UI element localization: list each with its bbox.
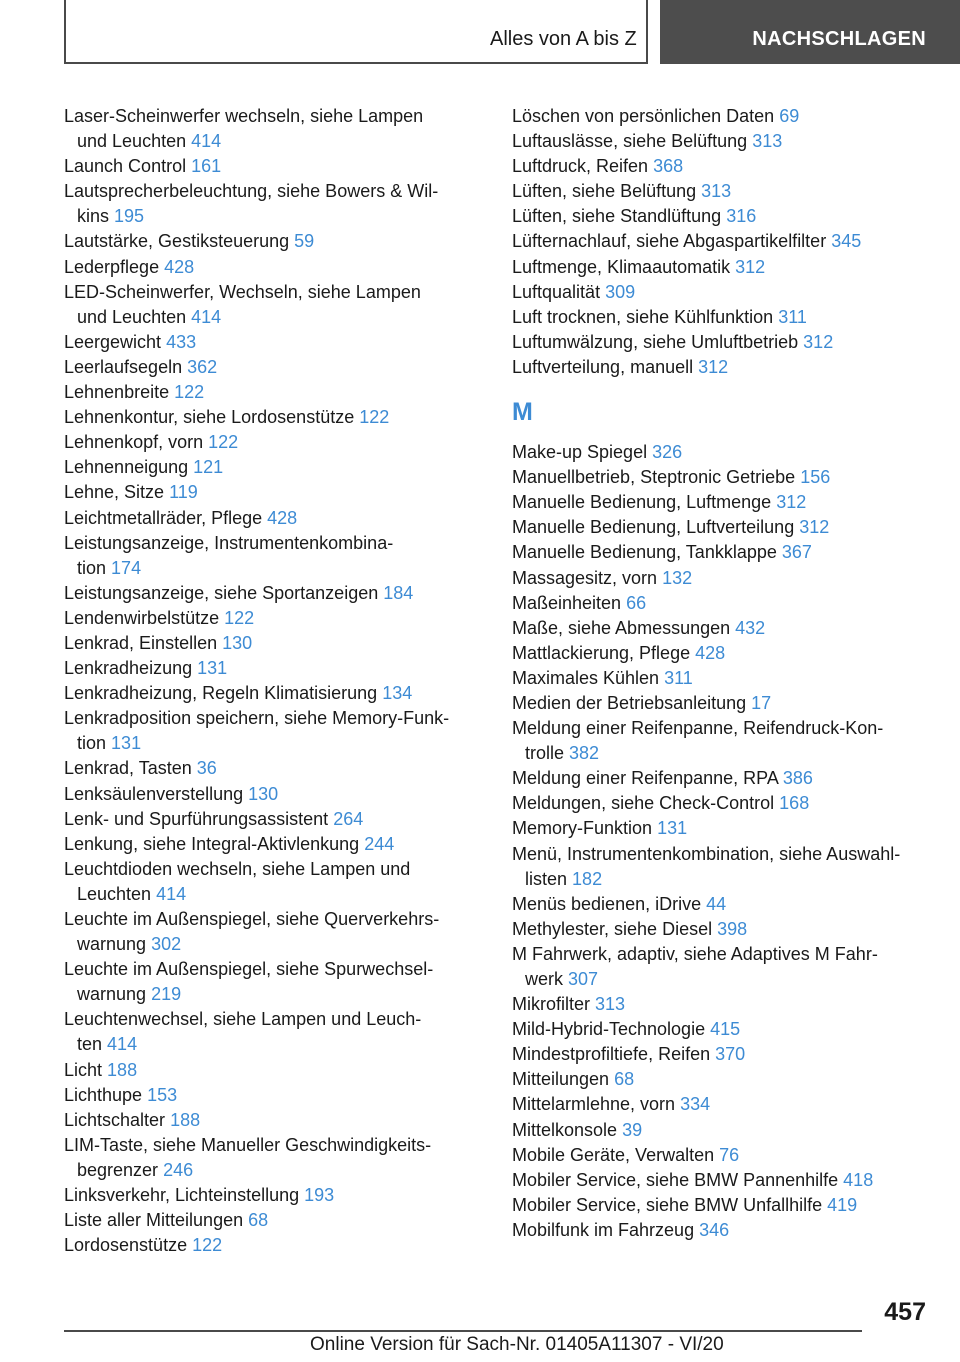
index-entry — [512, 766, 932, 791]
index-entry-term: Luftmenge, Klimaautomatik — [512, 256, 731, 277]
index-entry — [64, 756, 484, 781]
index-entry — [512, 330, 932, 355]
page-reference-link[interactable]: 346 — [699, 1219, 730, 1240]
index-entry-term: Luft trocknen, siehe Kühlfunktion — [512, 306, 774, 327]
index-entry — [64, 229, 484, 254]
index-entry — [64, 857, 484, 907]
page-reference-link[interactable]: 368 — [653, 156, 684, 177]
index-entry — [512, 1017, 932, 1042]
index-entry-term-continued: kins — [77, 206, 110, 227]
page-reference-link[interactable]: 326 — [652, 442, 683, 463]
index-entry-term: LIM-Taste, siehe Manueller Geschwindigkeits- — [64, 1134, 432, 1155]
index-entry-term: Mobiler Service, siehe BMW Unfallhilfe — [512, 1194, 823, 1215]
index-entry-term-continued: tion — [77, 557, 107, 578]
index-entry — [512, 1218, 932, 1243]
index-entry-term: Make-up Spiegel — [512, 442, 648, 463]
page-reference-link[interactable]: 312 — [698, 356, 729, 377]
page-reference-link[interactable]: 44 — [706, 893, 727, 914]
page-reference-link[interactable]: 122 — [208, 432, 239, 453]
index-column-left — [64, 104, 484, 1258]
index-entry — [512, 229, 932, 254]
index-entry-term: Lederpflege — [64, 256, 160, 277]
page-reference-link[interactable]: 39 — [622, 1119, 643, 1140]
footer-text: Online Version für Sach-Nr. 01405A11307 - VI/20 — [310, 1334, 724, 1355]
page-reference-link[interactable]: 156 — [800, 467, 831, 488]
index-entry — [512, 179, 932, 204]
index-entry — [512, 591, 932, 616]
index-entry — [64, 1233, 484, 1258]
index-entry-term: Lichthupe — [64, 1084, 143, 1105]
index-entry — [512, 540, 932, 565]
index-entry-term-continued: ten — [77, 1034, 103, 1055]
index-entry — [512, 616, 932, 641]
index-entry-term: Luftdruck, Reifen — [512, 156, 649, 177]
page-reference-link[interactable]: 345 — [831, 231, 862, 252]
index-entry — [64, 430, 484, 455]
index-entry — [64, 355, 484, 380]
page-reference-link[interactable]: 311 — [664, 667, 693, 688]
index-entry-term: Lehnenneigung — [64, 457, 189, 478]
index-entry — [64, 832, 484, 857]
index-entry-term-continued: begrenzer — [77, 1159, 159, 1180]
index-entry — [512, 992, 932, 1017]
page-reference-link[interactable]: 122 — [224, 607, 255, 628]
index-entry-term: Lüften, siehe Belüftung — [512, 181, 697, 202]
index-entry — [64, 531, 484, 581]
index-entry-term: Manuellbetrieb, Steptronic Getriebe — [512, 467, 796, 488]
index-entry — [512, 1193, 932, 1218]
index-entry — [512, 305, 932, 330]
index-entry — [64, 807, 484, 832]
page-reference-link[interactable]: 433 — [166, 331, 197, 352]
index-entry — [64, 1133, 484, 1183]
index-entry — [64, 255, 484, 280]
index-entry-term: Menüs bedienen, iDrive — [512, 893, 702, 914]
index-entry — [512, 666, 932, 691]
index-entry — [64, 907, 484, 957]
index-entry — [512, 691, 932, 716]
index-entry — [64, 1007, 484, 1057]
page-reference-link[interactable]: 398 — [717, 918, 748, 939]
index-entry — [512, 641, 932, 666]
page-reference-link[interactable]: 161 — [191, 156, 222, 177]
page-reference-link[interactable]: 132 — [662, 567, 693, 588]
page-reference-link[interactable]: 182 — [572, 868, 603, 889]
page-reference-link[interactable]: 313 — [752, 131, 783, 152]
page-reference-link[interactable]: 312 — [735, 256, 766, 277]
index-entry — [64, 104, 484, 154]
index-entry — [64, 1058, 484, 1083]
index-entry — [64, 581, 484, 606]
index-entry — [512, 892, 932, 917]
page-reference-link[interactable]: 264 — [333, 808, 364, 829]
page-reference-link[interactable]: 66 — [626, 592, 647, 613]
index-entry-term: Lordosenstütze — [64, 1235, 188, 1256]
index-entry-term: Mittelarmlehne, vorn — [512, 1094, 676, 1115]
page-reference-link[interactable]: 370 — [715, 1044, 746, 1065]
index-entry-term: Mattlackierung, Pflege — [512, 642, 691, 663]
index-entry-term: Mindestprofiltiefe, Reifen — [512, 1044, 711, 1065]
page-reference-link[interactable]: 130 — [222, 632, 253, 653]
page-reference-link[interactable]: 428 — [164, 256, 195, 277]
index-entry — [64, 280, 484, 330]
page-reference-link[interactable]: 76 — [719, 1144, 740, 1165]
index-entry-term: Leuchte im Außenspiegel, siehe Querverkehrs- — [64, 909, 440, 929]
index-entry-term: Memory-Funktion — [512, 818, 653, 839]
page-reference-link[interactable]: 130 — [248, 783, 279, 804]
page-reference-link[interactable]: 122 — [359, 407, 390, 428]
index-entry — [64, 782, 484, 807]
index-entry-term: Leuchte im Außenspiegel, siehe Spurwechsel- — [64, 959, 434, 980]
index-entry-term: M Fahrwerk, adaptiv, siehe Adaptives M Fahr- — [512, 943, 878, 964]
page-reference-link[interactable]: 419 — [827, 1194, 858, 1215]
index-entry-term: Lehnenkontur, siehe Lordosenstütze — [64, 407, 355, 428]
index-entry-term: Lenkradheizung, Regeln Klimatisierung — [64, 683, 378, 704]
page-reference-link[interactable]: 122 — [174, 382, 205, 403]
page-reference-link[interactable]: 309 — [605, 281, 636, 302]
index-entry-term-continued: werk — [525, 969, 564, 989]
index-entry — [512, 465, 932, 490]
index-entry-term: Mittelkonsole — [512, 1119, 618, 1140]
index-entry-term: Meldung einer Reifenpanne, Reifendruck-Kon- — [512, 718, 884, 739]
index-entry-term: Mitteilungen — [512, 1069, 610, 1090]
page-reference-link[interactable]: 362 — [187, 356, 218, 377]
index-entry-term: Lehne, Sitze — [64, 482, 165, 503]
page-reference-link[interactable]: 168 — [779, 793, 810, 814]
index-entry — [64, 154, 484, 179]
index-entry — [64, 631, 484, 656]
page-reference-link[interactable]: 131 — [111, 733, 142, 754]
index-entry — [512, 280, 932, 305]
page-reference-link[interactable]: 244 — [364, 833, 395, 854]
page-reference-link[interactable]: 414 — [156, 883, 187, 904]
index-entry-term: Luftauslässe, siehe Belüftung — [512, 131, 748, 152]
index-entry — [512, 154, 932, 179]
index-entry-term: Lenksäulenverstellung — [64, 783, 244, 804]
index-entry-term: Maximales Kühlen — [512, 667, 660, 688]
index-entry-term-continued: Leuchten — [77, 883, 152, 904]
page-reference-link[interactable]: 193 — [304, 1185, 335, 1206]
index-entry-term: Meldung einer Reifenpanne, RPA — [512, 768, 778, 789]
index-entry-term: Manuelle Bedienung, Tankklappe — [512, 542, 777, 563]
index-entry-term-continued: tion — [77, 733, 107, 754]
index-entry — [512, 129, 932, 154]
index-entry-term-continued: und Leuchten — [77, 131, 187, 152]
page-reference-link[interactable]: 302 — [151, 934, 182, 955]
index-entry-term: Leergewicht — [64, 331, 162, 352]
index-entry — [64, 656, 484, 681]
index-entry — [64, 405, 484, 430]
index-entry — [512, 490, 932, 515]
index-entry — [512, 1143, 932, 1168]
index-entry — [512, 1092, 932, 1117]
page-reference-link[interactable]: 36 — [196, 758, 217, 779]
index-entry — [512, 1042, 932, 1067]
index-entry — [64, 455, 484, 480]
page-reference-link[interactable]: 246 — [163, 1159, 194, 1180]
page-reference-link[interactable]: 428 — [695, 642, 726, 663]
index-entry-term: Mobile Geräte, Verwalten — [512, 1144, 715, 1165]
page-reference-link[interactable]: 195 — [114, 206, 145, 227]
index-entry — [64, 1183, 484, 1208]
index-entry — [512, 204, 932, 229]
index-entry-term: Licht — [64, 1059, 103, 1080]
index-entry-term: Launch Control — [64, 156, 187, 177]
page-reference-link[interactable]: 312 — [799, 517, 830, 538]
page-reference-link[interactable]: 382 — [569, 743, 600, 764]
page-reference-link[interactable]: 414 — [191, 131, 222, 152]
index-entry-term: Meldungen, siehe Check-Control — [512, 793, 775, 814]
page-reference-link[interactable]: 311 — [778, 306, 807, 327]
page-reference-link[interactable]: 122 — [192, 1235, 223, 1256]
index-entry-term: Liste aller Mitteilungen — [64, 1210, 244, 1231]
index-entry-term: Lautsprecherbeleuchtung, siehe Bowers & Wil- — [64, 181, 439, 202]
index-entry — [64, 380, 484, 405]
page-reference-link[interactable]: 312 — [776, 492, 807, 513]
index-entry-term: Menü, Instrumentenkombination, siehe Auswahl- — [512, 843, 901, 864]
index-entry-term: Maße, siehe Abmessungen — [512, 617, 731, 638]
page-reference-link[interactable]: 307 — [568, 969, 599, 989]
index-entry — [512, 842, 932, 892]
page-reference-link[interactable]: 119 — [169, 482, 198, 503]
index-entry — [512, 1067, 932, 1092]
index-entry-term-continued: trolle — [525, 743, 565, 764]
index-entry-term: Maßeinheiten — [512, 592, 622, 613]
index-section-letter: M — [512, 398, 533, 427]
page-reference-link[interactable]: 68 — [248, 1210, 269, 1231]
page-reference-link[interactable]: 17 — [751, 692, 772, 713]
page-reference-link[interactable]: 418 — [843, 1169, 874, 1190]
index-entry — [64, 706, 484, 756]
index-entry-term: Lüften, siehe Standlüftung — [512, 206, 722, 227]
index-entry — [512, 1168, 932, 1193]
page-reference-link[interactable]: 131 — [657, 818, 688, 839]
index-entry — [64, 1208, 484, 1233]
index-entry-term: Lüfternachlauf, siehe Abgaspartikelfilter — [512, 231, 827, 252]
index-entry-term: Lehnenkopf, vorn — [64, 432, 204, 453]
index-entry-term: Lichtschalter — [64, 1109, 166, 1130]
index-entry-term: Luftqualität — [512, 281, 601, 302]
page-reference-link[interactable]: 414 — [191, 306, 222, 327]
page-reference-link[interactable]: 69 — [779, 106, 800, 126]
footer-divider — [64, 1330, 862, 1332]
page-reference-link[interactable]: 316 — [726, 206, 757, 227]
index-entry-term-continued: warnung — [77, 934, 147, 955]
index-entry — [512, 716, 932, 766]
header-chapter-label: NACHSCHLAGEN — [752, 28, 926, 50]
index-entry-term: Luftverteilung, manuell — [512, 356, 694, 377]
index-entry — [512, 917, 932, 942]
index-entry-term: Luftumwälzung, siehe Umluftbetrieb — [512, 331, 799, 352]
index-entry — [512, 255, 932, 280]
index-entry — [64, 506, 484, 531]
page-reference-link[interactable]: 219 — [151, 984, 182, 1005]
index-entry — [512, 942, 932, 992]
header-section-title: Alles von A bis Z — [490, 28, 637, 50]
page-reference-link[interactable]: 415 — [710, 1019, 741, 1040]
index-entry-term: Methylester, siehe Diesel — [512, 918, 713, 939]
index-entry — [64, 606, 484, 631]
index-entry — [64, 330, 484, 355]
page-reference-link[interactable]: 68 — [614, 1069, 635, 1090]
index-entry-term: Manuelle Bedienung, Luftverteilung — [512, 517, 795, 538]
index-entry-term-continued: listen — [525, 868, 568, 889]
index-entry-term: Mild-Hybrid-Technologie — [512, 1019, 706, 1040]
index-entry-term: Mobiler Service, siehe BMW Pannenhilfe — [512, 1169, 839, 1190]
index-entry — [64, 957, 484, 1007]
index-entry-term: Linksverkehr, Lichteinstellung — [64, 1185, 300, 1206]
index-entry — [64, 480, 484, 505]
page-reference-link[interactable]: 367 — [781, 542, 812, 563]
index-entry-term: Lautstärke, Gestiksteuerung — [64, 231, 290, 252]
index-entry — [512, 104, 932, 129]
index-entry-term: Medien der Betriebsanleitung — [512, 692, 747, 713]
index-entry-term: Lehnenbreite — [64, 382, 170, 403]
index-entry-term: LED-Scheinwerfer, Wechseln, siehe Lampen — [64, 281, 421, 302]
index-entry-term: Lenkrad, Einstellen — [64, 632, 218, 653]
page-reference-link[interactable]: 432 — [735, 617, 766, 638]
index-entry — [64, 179, 484, 229]
page-number: 457 — [884, 1298, 926, 1326]
index-entry-term-continued: warnung — [77, 984, 147, 1005]
page-reference-link[interactable]: 121 — [193, 457, 224, 478]
index-entry-term: Laser-Scheinwerfer wechseln, siehe Lampen — [64, 106, 424, 126]
page-reference-link[interactable]: 131 — [197, 658, 228, 679]
index-entry-term: Mikrofilter — [512, 994, 591, 1015]
index-entry-term: Leuchtdioden wechseln, siehe Lampen und — [64, 858, 411, 879]
index-entry-term: Lendenwirbelstütze — [64, 607, 220, 628]
page-reference-link[interactable]: 386 — [782, 768, 813, 789]
page-reference-link[interactable]: 174 — [111, 557, 142, 578]
index-entry-term: Lenk- und Spurführungsassistent — [64, 808, 329, 829]
page-reference-link[interactable]: 414 — [107, 1034, 138, 1055]
page-reference-link[interactable]: 312 — [803, 331, 834, 352]
index-entry-term: Leerlaufsegeln — [64, 356, 183, 377]
index-entry-term: Lenkrad, Tasten — [64, 758, 192, 779]
page-reference-link[interactable]: 59 — [294, 231, 315, 252]
page-reference-link[interactable]: 428 — [267, 507, 298, 528]
index-entry — [512, 791, 932, 816]
index-entry-term-continued: und Leuchten — [77, 306, 187, 327]
page-reference-link[interactable]: 334 — [680, 1094, 711, 1115]
index-entry-term: Mobilfunk im Fahrzeug — [512, 1219, 695, 1240]
header-chapter-tab[interactable] — [660, 0, 960, 64]
index-entry — [64, 1108, 484, 1133]
index-entry — [512, 566, 932, 591]
index-entry — [64, 681, 484, 706]
index-entry-term: Leistungsanzeige, siehe Sportanzeigen — [64, 582, 379, 603]
index-entry-term: Leistungsanzeige, Instrumentenkombina- — [64, 532, 394, 553]
index-entry-term: Massagesitz, vorn — [512, 567, 658, 588]
index-entry — [512, 1118, 932, 1143]
page-reference-link[interactable]: 134 — [382, 683, 413, 704]
index-entry-term: Lenkung, siehe Integral-Aktivlenkung — [64, 833, 360, 854]
page-reference-link[interactable]: 188 — [170, 1109, 201, 1130]
page-reference-link[interactable]: 153 — [147, 1084, 178, 1105]
index-entry-term: Löschen von persönlichen Daten — [512, 106, 775, 126]
page-reference-link[interactable]: 184 — [383, 582, 414, 603]
page-reference-link[interactable]: 313 — [595, 994, 626, 1015]
index-entry — [512, 440, 932, 465]
index-entry-term: Leuchtenwechsel, siehe Lampen und Leuch- — [64, 1009, 422, 1030]
index-column-right — [512, 104, 932, 1243]
page-reference-link[interactable]: 313 — [701, 181, 732, 202]
index-entry — [512, 515, 932, 540]
page-reference-link[interactable]: 188 — [107, 1059, 138, 1080]
index-entry-term: Lenkradheizung — [64, 658, 193, 679]
index-entry-term: Manuelle Bedienung, Luftmenge — [512, 492, 772, 513]
index-entry — [512, 816, 932, 841]
index-entry-term: Leichtmetallräder, Pflege — [64, 507, 263, 528]
index-entry — [64, 1083, 484, 1108]
index-entry-term: Lenkradposition speichern, siehe Memory-Funk- — [64, 708, 450, 729]
